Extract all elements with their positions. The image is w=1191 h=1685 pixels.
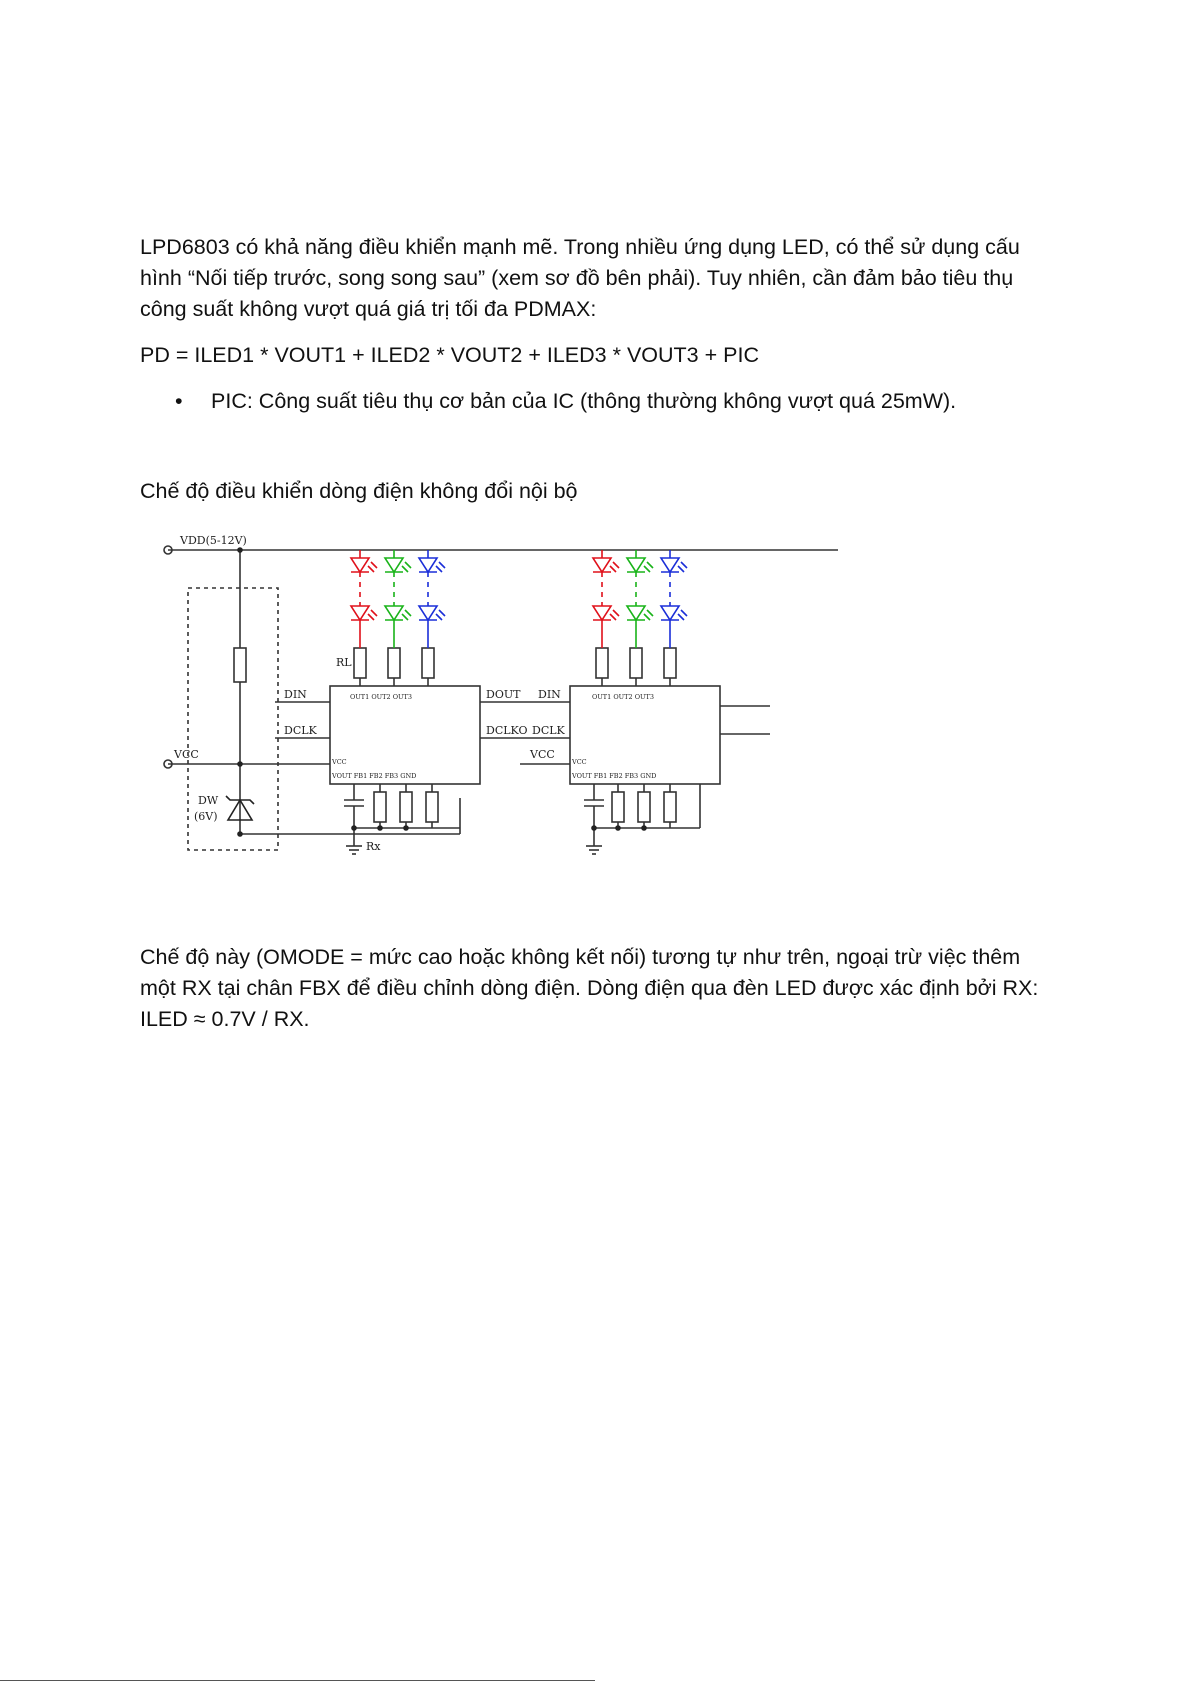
din-label-2: DIN <box>538 688 561 701</box>
green-led-icon <box>385 606 411 620</box>
junction-dot <box>591 825 597 831</box>
ic1-bottom-pins: VOUT FB1 FB2 FB3 GND <box>332 772 417 780</box>
junction-dot <box>237 831 243 837</box>
power-formula: PD = ILED1 * VOUT1 + ILED2 * VOUT2 + ILED3 * VOUT3 + PIC <box>140 343 759 367</box>
rl-label: RL <box>336 656 352 669</box>
red-led-icon <box>593 558 619 572</box>
ic1-vcc-pin: VCC <box>332 758 347 766</box>
junction-dot <box>237 761 243 767</box>
zener-label: DW <box>198 794 219 807</box>
rx-resistor-1-fb1 <box>374 792 386 822</box>
rx-resistor-2-fb3 <box>664 792 676 822</box>
ic2-vcc-pin: VCC <box>572 758 587 766</box>
blue-led-icon <box>661 606 687 620</box>
red-led-icon <box>593 606 619 620</box>
vcc-label: VCC <box>174 748 199 761</box>
red-led-icon <box>351 606 377 620</box>
blue-led-icon <box>419 606 445 620</box>
circuit-schematic <box>160 528 860 928</box>
junction-dot <box>237 547 243 553</box>
ic1-top-pins: OUT1 OUT2 OUT3 <box>350 693 412 701</box>
rx-label: Rx <box>366 840 381 853</box>
footer-rule <box>0 1680 595 1681</box>
rl-resistor-1-out2 <box>388 648 400 678</box>
vdd-label: VDD(5-12V) <box>180 534 247 547</box>
dout-label: DOUT <box>486 688 521 701</box>
dclk-label-2: DCLK <box>532 724 565 737</box>
zener-value: (6V) <box>194 810 218 823</box>
junction-dot <box>377 825 383 831</box>
rl-resistor-2-out2 <box>630 648 642 678</box>
vcc-label-2: VCC <box>530 748 555 761</box>
rx-resistor-1-fb3 <box>426 792 438 822</box>
junction-dot <box>351 825 357 831</box>
green-led-icon <box>627 558 653 572</box>
rl-resistor-2-out3 <box>664 648 676 678</box>
junction-dot <box>641 825 647 831</box>
rl-resistor-1-out1 <box>354 648 366 678</box>
series-resistor <box>234 648 246 682</box>
dclko-label: DCLKO <box>486 724 528 737</box>
rx-resistor-2-fb1 <box>612 792 624 822</box>
junction-dot <box>403 825 409 831</box>
blue-led-icon <box>419 558 445 572</box>
red-led-icon <box>351 558 377 572</box>
junction-dot <box>615 825 621 831</box>
din-label-1: DIN <box>284 688 307 701</box>
blue-led-icon <box>661 558 687 572</box>
green-led-icon <box>385 558 411 572</box>
dclk-label-1: DCLK <box>284 724 317 737</box>
ic2-top-pins: OUT1 OUT2 OUT3 <box>592 693 654 701</box>
green-led-icon <box>627 606 653 620</box>
rl-resistor-2-out1 <box>596 648 608 678</box>
bullet-text: PIC: Công suất tiêu thụ cơ bản của IC (thông thường không vượt quá 25mW). <box>211 389 957 413</box>
led-array <box>351 550 687 648</box>
rl-resistor-1-out3 <box>422 648 434 678</box>
bullet-item <box>175 386 956 417</box>
section-title: Chế độ điều khiển dòng điện không đổi nội bộ <box>140 479 578 503</box>
rx-resistor-1-fb2 <box>400 792 412 822</box>
rx-resistor-2-fb2 <box>638 792 650 822</box>
mode-note-paragraph: Chế độ này (OMODE = mức cao hoặc không kết nối) tương tự như trên, ngoại trừ việc thêm một RX tại chân FBX để điều chỉnh dòng điện. Dòng điện qua đèn LED được xác định bởi RX: ILED ≈ 0.7V / RX. <box>140 945 1039 1031</box>
ic2-bottom-pins: VOUT FB1 FB2 FB3 GND <box>572 772 657 780</box>
intro-paragraph: LPD6803 có khả năng điều khiển mạnh mẽ. Trong nhiều ứng dụng LED, có thể sử dụng cấu hình “Nối tiếp trước, song song sau” (xem sơ đồ bên phải). Tuy nhiên, cần đảm bảo tiêu thụ công suất không vượt quá giá trị tối đa PDMAX: <box>140 235 1020 321</box>
bullet-marker: • <box>175 389 183 413</box>
